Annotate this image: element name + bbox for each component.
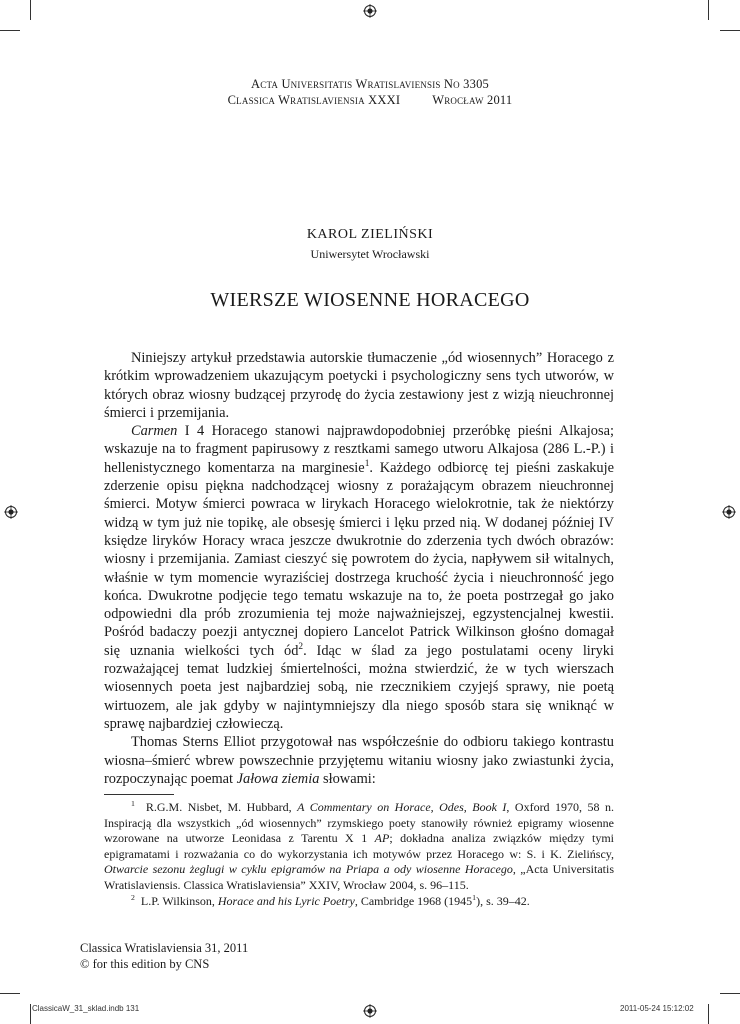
journal-volume: Classica Wratislaviensia XXXI [227, 93, 401, 107]
crop-mark [30, 1004, 31, 1024]
crop-mark [720, 993, 740, 994]
registration-mark-icon [722, 505, 736, 519]
journal-place-year: Wrocław 2011 [432, 93, 513, 107]
paragraph: Niniejszy artykuł przedstawia autorskie tłumaczenie „ód wiosennych” Horacego z krótkim wprowadzeniem ukazującym poetycki i psychologiczny sens tych utworów, w których obraz wiosny budzącej przyrodę do życia zestawiony jest z wizją nieuchronnej śmierci i przemijania. [104, 350, 614, 421]
crop-mark [708, 0, 709, 20]
author-affiliation: Uniwersytet Wrocławski [310, 247, 430, 261]
journal-header-line1 [0, 77, 740, 92]
print-slug-timestamp: 2011-05-24 15:12:02 [620, 1004, 694, 1013]
journal-series-name: Acta Universitatis Wratislaviensis No 3305 [251, 77, 489, 91]
footnote-ref: 1 [364, 458, 370, 469]
footer-journal: Classica Wratislaviensia 31, 2011 [80, 941, 249, 955]
footnote-divider [104, 794, 174, 795]
crop-mark [0, 30, 20, 31]
footnote-number: 1 [131, 799, 135, 808]
print-slug-file: ClassicaW_31_sklad.indb 131 [32, 1004, 140, 1013]
footer-copyright: © for this edition by CNS [80, 957, 210, 971]
article-body [104, 349, 614, 788]
paragraph: Thomas Sterns Elliot przygotował nas współcześnie do odbioru takiego kontrastu wiosna–śmierć wbrew powszechnie przyjętemu witaniu wiosny jako zwiastunki życia, rozpoczynając poemat Jałowa ziemia słowami: [104, 734, 614, 787]
article-title: WIERSZE WIOSENNE HORACEGO [210, 289, 530, 311]
footnote: $^2$ L.P. Wilkinson, Horace and his Lyric Poetry, Cambridge 1968 (1945$^1$), s. 39–42. [131, 892, 530, 908]
registration-mark-icon [363, 4, 377, 18]
page-footer [80, 940, 248, 972]
registration-mark-icon [4, 505, 18, 519]
journal-header-line2 [0, 93, 740, 108]
crop-mark [720, 30, 740, 31]
footnotes [104, 800, 614, 909]
crop-mark [30, 0, 31, 20]
crop-mark [0, 993, 20, 994]
footnote-number: 2 [131, 892, 135, 902]
author-name: KAROL ZIELIŃSKI [306, 227, 434, 242]
italic-title: Jałowa ziemia [236, 770, 320, 787]
crop-mark [708, 1004, 709, 1024]
paragraph: Carmen I 4 Horacego stanowi najprawdopodobniej przeróbkę pieśni Alkajosa; wskazuje na to fragment papirusowy z resztkami samego utworu Alkajosa (286 L.-P.) i hellenistycznego komentarza na marginesie$^1$. Każdego odbiorcę tej pieśni zaskakuje zderzenie opisu piękna nadchodzącej wiosny z porażającym obrazem nieuchronnej śmierci. Motyw śmierci powraca w lirykach Horacego wielokrotnie, tak że niektórzy widzą w tym już nie topikę, ale obsesję śmierci i lęku przed nią. W dodanej później IV księdze liryków Horacy wraca jeszcze dwukrotnie do zderzenia tych dwóch obrazów: wiosny i przemijania. Zamiast cieszyć się powrotem do życia, napływem sił witalnych, właśnie w tym momencie wyraziściej dostrzega kruchość życia i nieuchronność jego końca. Dwukrotne podjęcie tego tematu wskazuje na to, że poeta postrzegał go jako odpowiedni dla prób zrozumienia tej może najważniejszej, egzystencjalnej kwestii. Pośród badaczy poezji antycznej dopiero Lancelot Patrick Wilkinson głośno domagał się uznania wielkości tych $ód^2$. Idąc w ślad za jego postulatami oceny liryki rozważającej temat ludzkiej śmiertelności, można stwierdzić, że w tych wierszach wiosennych poeta jest najbardziej sobą, nie rzecznikiem czyjejś sprawy, nie poetą wirtuozem, ale jak gdyby w najintymniejszy dla niego sposób stara się wniknąć w sprawę najbardziej człowieczą. [104, 423, 614, 732]
italic-title: Carmen [131, 423, 178, 440]
footnote: $^1$ R.G.M. Nisbet, M. Hubbard, A Commentary on Horace, Odes, Book I, Oxford 1970, 58 n. Inspiracją dla wszystkich „ód wiosennych” rzymskiego poety stanowiły również epigramy wiosenne wzorowane na utworze Leonidasa z Tarentu X 1 AP; dokładna analiza związków między tymi epigramatami i rozważania co do wykorzystania ich motywów przez Horacego w: S. i K. Zielińscy, Otwarcie sezonu żeglugi w cyklu epigramów na Priapa a ody wiosenne Horacego, „Acta Universitatis Wratislaviensis. Classica Wratislaviensia” XXIV, Wrocław 2004, s. 96–115. [104, 799, 614, 892]
registration-mark-icon [363, 1004, 377, 1018]
footnote-ref: 2 [298, 641, 304, 652]
